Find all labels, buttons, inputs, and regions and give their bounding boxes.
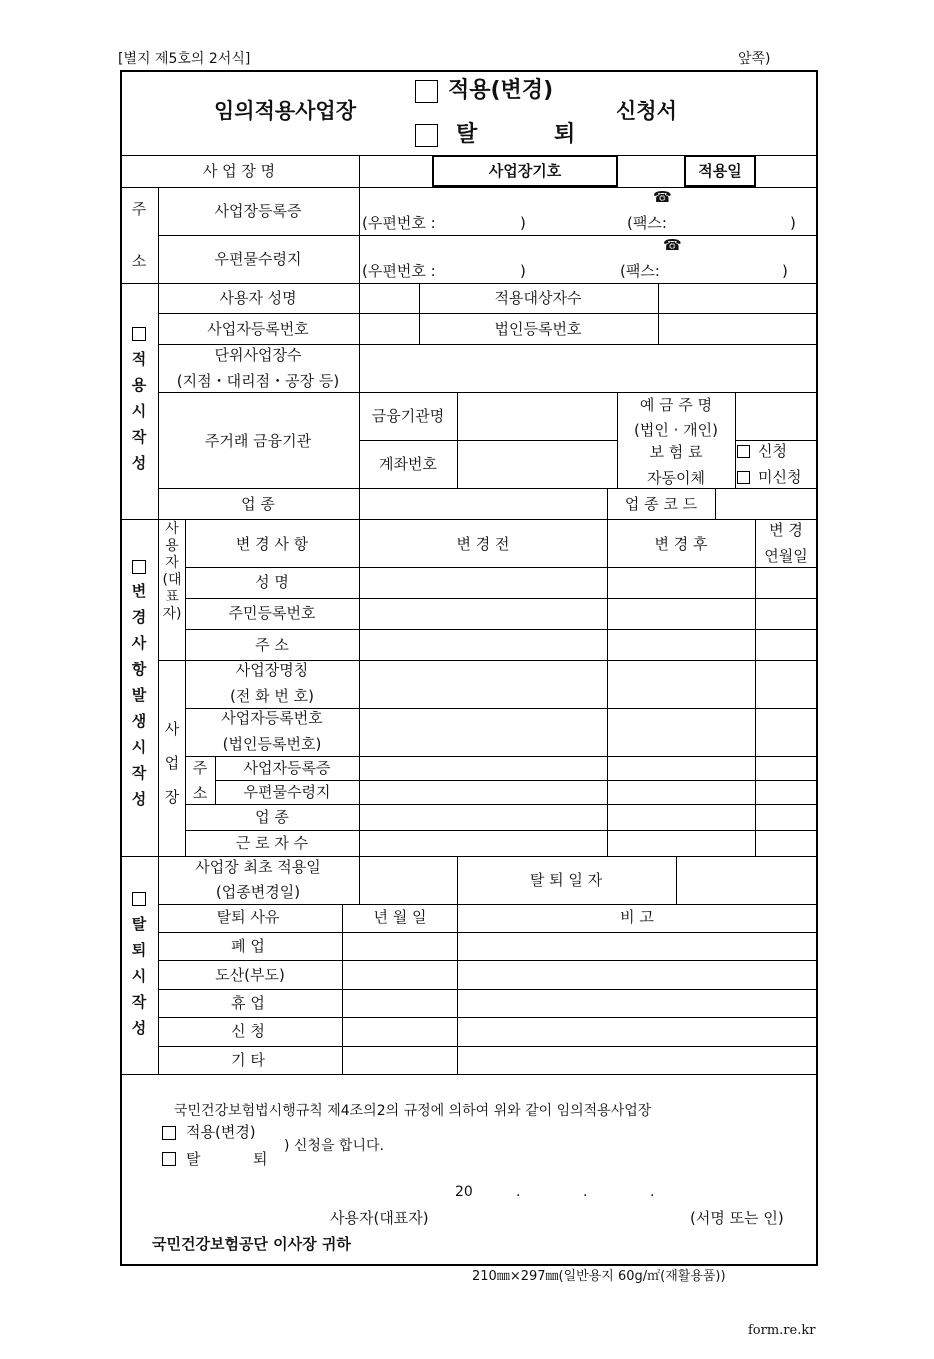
divider — [419, 283, 420, 344]
withdraw-section-side-label: 탈퇴시작성 — [131, 915, 147, 1037]
business-code-value[interactable] — [619, 157, 683, 185]
unit-count-label-2: (지점・대리점・공장 등) — [176, 372, 340, 390]
business-name-label: 사 업 장 명 — [202, 162, 276, 180]
mail-postal-label: (우편번호 : — [362, 262, 436, 280]
divider — [359, 440, 617, 441]
withdraw-date-label: 탈 퇴 일 자 — [529, 871, 603, 889]
title-opt-apply: 적용(변경) — [448, 78, 554, 103]
workplace-addr-reg-row: 사업자등록증 — [243, 759, 331, 777]
divider — [185, 519, 186, 856]
divider — [676, 856, 677, 904]
mail-fax-label: (팩스: — [620, 262, 660, 280]
reason-bankruptcy: 도산(부도) — [215, 966, 285, 984]
checkbox-withdraw-icon[interactable] — [415, 124, 438, 147]
account-label: 계좌번호 — [379, 455, 437, 473]
divider — [158, 1046, 818, 1047]
divider — [158, 488, 818, 489]
address-mail-label: 우편물수령지 — [214, 250, 302, 268]
auto-debit-label-1: 보 험 료 — [649, 443, 703, 461]
decl-apply-label: 적용(변경) — [186, 1123, 256, 1141]
first-apply-date-label-1: 사업장 최초 적용일 — [195, 858, 321, 876]
workplace-industry-row: 업 종 — [255, 808, 289, 826]
apply-date-label: 적용일 — [698, 162, 742, 180]
site-watermark: form.re.kr — [748, 1323, 816, 1338]
workplace-addr-side-1: 주 — [192, 759, 208, 777]
declaration-line-1: 국민건강보험법시행규칙 제4조의2의 규정에 의하여 위와 같이 임의적용사업장 — [174, 1103, 652, 1119]
auto-no-checkbox-icon[interactable] — [737, 471, 750, 484]
workplace-addr-side-2: 소 — [192, 784, 208, 802]
holder-label-1: 예 금 주 명 — [639, 396, 713, 414]
divider — [185, 598, 818, 599]
divider — [185, 830, 818, 831]
biz-name-row-2: (전 화 번 호) — [230, 687, 314, 705]
change-before-label: 변 경 전 — [456, 535, 510, 553]
reason-suspension: 휴 업 — [231, 994, 265, 1012]
withdraw-remarks-label: 비 고 — [620, 908, 654, 926]
divider — [158, 313, 818, 314]
divider — [359, 856, 360, 904]
divider — [120, 187, 818, 188]
employer-name-label: 사용자 성명 — [219, 289, 297, 307]
address-side-2: 소 — [131, 252, 147, 270]
reason-request: 신 청 — [231, 1022, 265, 1040]
divider — [120, 1074, 818, 1075]
employer-name-row: 성 명 — [255, 573, 289, 591]
bank-label: 주거래 금융기관 — [204, 432, 312, 450]
divider — [617, 392, 618, 488]
address-side-1: 주 — [131, 200, 147, 218]
apply-date-value[interactable] — [757, 157, 815, 185]
decl-apply-checkbox-icon[interactable] — [162, 1126, 176, 1140]
page-side-label: 앞쪽) — [738, 51, 771, 67]
decl-withdraw-label-1: 탈 — [186, 1150, 201, 1168]
divider — [120, 856, 818, 857]
decl-date-dot: . — [583, 1184, 588, 1200]
divider — [158, 283, 159, 519]
title-suffix: 신청서 — [616, 99, 677, 123]
divider — [607, 488, 608, 519]
signer-label: 사용자(대표자) — [330, 1209, 429, 1227]
holder-label-2: (법인 · 개인) — [634, 421, 718, 439]
workplace-side-label: 사업장 — [164, 720, 180, 806]
reg-fax-close: ) — [790, 214, 796, 232]
divider — [158, 904, 818, 905]
target-count-label: 적용대상자수 — [494, 289, 582, 307]
divider — [158, 932, 818, 933]
divider — [185, 567, 818, 568]
decl-date-dot: . — [650, 1184, 655, 1200]
title-opt-withdraw-1: 탈 — [456, 122, 478, 147]
employer-side-label: 사용자(대표자) — [162, 521, 182, 622]
first-apply-date-label-2: (업종변경일) — [215, 883, 301, 901]
change-date-label-1: 변 경 — [769, 521, 803, 539]
corp-reg-no-label: 법인등록번호 — [494, 320, 582, 338]
form-number: [별지 제5호의 2서식] — [118, 51, 251, 67]
workplace-addr-mail-row: 우편물수령지 — [243, 783, 331, 801]
divider — [120, 283, 818, 284]
divider — [158, 344, 818, 345]
paper-spec: 210㎜×297㎜(일반용지 60g/㎡(재활용품)) — [472, 1269, 726, 1284]
divider — [158, 856, 159, 1074]
industry-code-label: 업 종 코 드 — [624, 495, 698, 513]
divider — [735, 392, 736, 488]
biz-reg-row-2: (법인등록번호) — [222, 735, 322, 753]
change-after-label: 변 경 후 — [654, 535, 708, 553]
reg-fax-label: (팩스: — [627, 214, 667, 232]
mail-postal-close: ) — [520, 262, 526, 280]
checkbox-apply-icon[interactable] — [415, 80, 438, 103]
withdraw-section-checkbox-icon[interactable] — [132, 892, 146, 906]
divider — [120, 519, 818, 520]
business-name-value[interactable] — [361, 157, 431, 185]
sign-note: (서명 또는 인) — [690, 1209, 784, 1227]
divider — [735, 440, 818, 441]
unit-count-label-1: 단위사업장수 — [214, 346, 302, 364]
workplace-workers-row: 근 로 자 수 — [235, 834, 309, 852]
apply-section-side-label: 적용시작성 — [131, 350, 147, 472]
auto-no-label: 미신청 — [758, 468, 802, 486]
biz-reg-no-label: 사업자등록번호 — [207, 320, 309, 338]
divider — [158, 392, 818, 393]
divider — [158, 235, 818, 236]
phone-icon: ☎ — [653, 188, 672, 206]
divider — [158, 960, 818, 961]
auto-debit-label-2: 자동이체 — [647, 469, 705, 487]
employer-address-row: 주 소 — [255, 636, 289, 654]
mail-fax-close: ) — [782, 262, 788, 280]
title-main: 임의적용사업장 — [214, 99, 357, 123]
divider — [658, 283, 659, 344]
divider — [359, 519, 360, 856]
auto-yes-label: 신청 — [758, 442, 787, 460]
divider — [607, 519, 608, 856]
phone-icon: ☎ — [663, 236, 682, 254]
withdraw-reason-label: 탈퇴 사유 — [216, 908, 280, 926]
change-item-label: 변 경 사 항 — [235, 535, 309, 553]
change-date-label-2: 연월일 — [764, 547, 808, 565]
auto-yes-checkbox-icon[interactable] — [737, 445, 750, 458]
decl-withdraw-label-2: 퇴 — [253, 1150, 268, 1168]
divider — [185, 629, 818, 630]
decl-date-dot: . — [516, 1184, 521, 1200]
reason-closure: 폐 업 — [231, 937, 265, 955]
bank-name-label: 금융기관명 — [371, 407, 445, 425]
divider — [185, 756, 818, 757]
employer-rrn-row: 주민등록번호 — [228, 604, 316, 622]
divider — [457, 392, 458, 488]
biz-name-row-1: 사업장명칭 — [235, 661, 309, 679]
recipient-label: 국민건강보험공단 이사장 귀하 — [152, 1235, 351, 1253]
divider — [185, 804, 818, 805]
divider — [359, 155, 360, 187]
divider — [359, 283, 360, 519]
business-code-label: 사업장기호 — [488, 162, 562, 180]
decl-date-prefix: 20 — [455, 1184, 473, 1200]
reg-postal-close: ) — [520, 214, 526, 232]
change-section-checkbox-icon[interactable] — [132, 560, 146, 574]
industry-label: 업 종 — [241, 495, 275, 513]
biz-reg-row-1: 사업자등록번호 — [221, 709, 323, 727]
apply-section-checkbox-icon[interactable] — [132, 327, 146, 341]
divider — [158, 1017, 818, 1018]
divider — [457, 856, 458, 1074]
title-opt-withdraw-2: 퇴 — [554, 122, 576, 147]
divider — [158, 989, 818, 990]
change-section-side-label: 변경사항발생시작성 — [131, 582, 147, 808]
divider — [715, 488, 716, 519]
address-reg-label: 사업장등록증 — [214, 202, 302, 220]
declaration-line-2: ) 신청을 합니다. — [284, 1138, 384, 1154]
reg-postal-label: (우편번호 : — [362, 214, 436, 232]
reason-other: 기 타 — [231, 1051, 265, 1069]
decl-withdraw-checkbox-icon[interactable] — [162, 1152, 176, 1166]
withdraw-ymd-label: 년 월 일 — [373, 908, 427, 926]
divider — [158, 519, 159, 856]
divider — [755, 519, 756, 856]
divider — [215, 780, 818, 781]
